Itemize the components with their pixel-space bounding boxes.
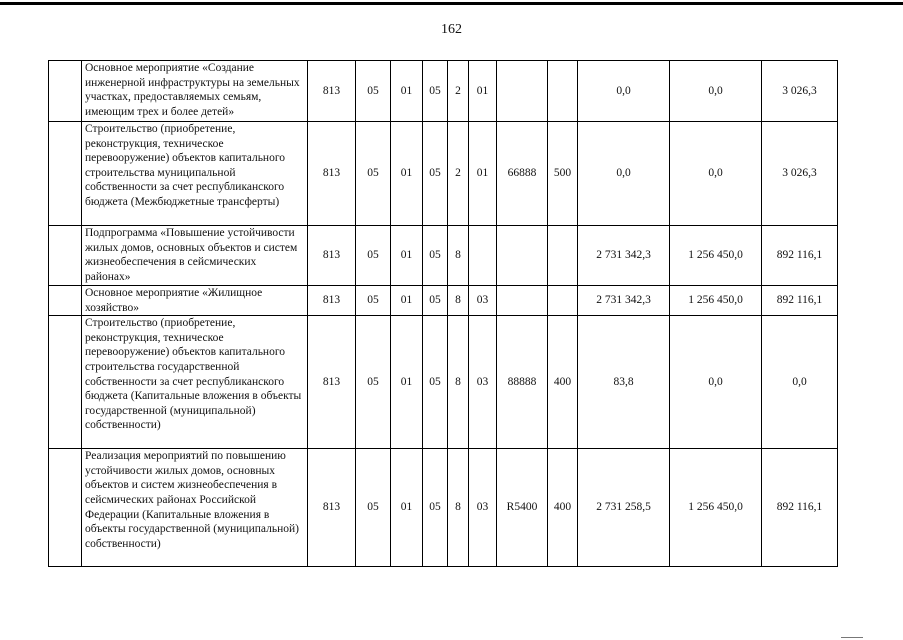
expense-type-cell — [548, 286, 578, 316]
amount-year2-cell: 1 256 450,0 — [670, 286, 762, 316]
subsection-cell: 01 — [391, 61, 423, 122]
direction-code-cell — [497, 286, 548, 316]
budget-table — [48, 60, 838, 567]
direction-code-cell: 88888 — [497, 316, 548, 449]
table-row — [49, 316, 838, 449]
grbs-cell: 813 — [308, 316, 356, 449]
amount-year1-cell: 0,0 — [578, 61, 670, 122]
subsection-cell: 01 — [391, 316, 423, 449]
empty-cell — [49, 449, 82, 567]
expense-type-cell: 500 — [548, 122, 578, 226]
amount-year1-cell: 83,8 — [578, 316, 670, 449]
program-code-cell: 05 — [423, 286, 448, 316]
amount-year1-cell: 2 731 258,5 — [578, 449, 670, 567]
expense-type-cell — [548, 61, 578, 122]
amount-year1-cell: 2 731 342,3 — [578, 286, 670, 316]
amount-year2-cell: 0,0 — [670, 316, 762, 449]
subsection-cell: 01 — [391, 122, 423, 226]
item-name-cell: Строительство (приобретение, реконструкция, техническое перевооружение) объектов капитального строительства муниципальной собственности за счет республиканского бюджета (Межбюджетные трансферты) — [82, 122, 308, 226]
section-cell: 05 — [356, 122, 391, 226]
amount-year3-cell: 892 116,1 — [762, 449, 838, 567]
expense-type-cell: 400 — [548, 449, 578, 567]
table-row — [49, 449, 838, 567]
activity-code-cell: 01 — [469, 122, 497, 226]
program-code-cell: 05 — [423, 449, 448, 567]
amount-year2-cell: 1 256 450,0 — [670, 449, 762, 567]
amount-year3-cell: 3 026,3 — [762, 122, 838, 226]
table-row — [49, 286, 838, 316]
item-name-cell: Основное мероприятие «Создание инженерной инфраструктуры на земельных участках, предоставляемых семьям, имеющим трех и более детей» — [82, 61, 308, 122]
subsection-cell: 01 — [391, 286, 423, 316]
scan-mark — [841, 637, 863, 638]
program-code-cell: 05 — [423, 122, 448, 226]
table-row — [49, 61, 838, 122]
program-code-cell: 05 — [423, 61, 448, 122]
grbs-cell: 813 — [308, 449, 356, 567]
empty-cell — [49, 122, 82, 226]
activity-code-cell — [469, 226, 497, 286]
amount-year2-cell: 0,0 — [670, 61, 762, 122]
grbs-cell: 813 — [308, 61, 356, 122]
direction-code-cell: 66888 — [497, 122, 548, 226]
direction-code-cell: R5400 — [497, 449, 548, 567]
amount-year2-cell: 0,0 — [670, 122, 762, 226]
direction-code-cell — [497, 226, 548, 286]
empty-cell — [49, 316, 82, 449]
grbs-cell: 813 — [308, 286, 356, 316]
section-cell: 05 — [356, 61, 391, 122]
section-cell: 05 — [356, 286, 391, 316]
subprogram-code-cell: 8 — [448, 286, 469, 316]
program-code-cell: 05 — [423, 226, 448, 286]
activity-code-cell: 03 — [469, 449, 497, 567]
expense-type-cell — [548, 226, 578, 286]
subsection-cell: 01 — [391, 226, 423, 286]
item-name-cell: Реализация мероприятий по повышению устойчивости жилых домов, основных объектов и систем жизнеобеспечения в сейсмических районах Российской Федерации (Капитальные вложения в объекты государственной (муниципальной) собственности) — [82, 449, 308, 567]
subprogram-code-cell: 2 — [448, 61, 469, 122]
subprogram-code-cell: 8 — [448, 449, 469, 567]
item-name-cell: Подпрограмма «Повышение устойчивости жилых домов, основных объектов и систем жизнеобеспечения в сейсмических районах» — [82, 226, 308, 286]
item-name-cell: Строительство (приобретение, реконструкция, техническое перевооружение) объектов капитального строительства государственной собственности за счет республиканского бюджета (Капитальные вложения в объекты государственной (муниципальной) собственности) — [82, 316, 308, 449]
direction-code-cell — [497, 61, 548, 122]
table-row — [49, 122, 838, 226]
empty-cell — [49, 61, 82, 122]
activity-code-cell: 03 — [469, 286, 497, 316]
table-row — [49, 226, 838, 286]
subsection-cell: 01 — [391, 449, 423, 567]
expense-type-cell: 400 — [548, 316, 578, 449]
empty-cell — [49, 226, 82, 286]
grbs-cell: 813 — [308, 226, 356, 286]
amount-year3-cell: 892 116,1 — [762, 226, 838, 286]
empty-cell — [49, 286, 82, 316]
amount-year2-cell: 1 256 450,0 — [670, 226, 762, 286]
page-number: 162 — [441, 22, 462, 37]
activity-code-cell: 01 — [469, 61, 497, 122]
subprogram-code-cell: 8 — [448, 316, 469, 449]
grbs-cell: 813 — [308, 122, 356, 226]
amount-year1-cell: 0,0 — [578, 122, 670, 226]
program-code-cell: 05 — [423, 316, 448, 449]
item-name-cell: Основное мероприятие «Жилищное хозяйство» — [82, 286, 308, 316]
amount-year1-cell: 2 731 342,3 — [578, 226, 670, 286]
subprogram-code-cell: 2 — [448, 122, 469, 226]
section-cell: 05 — [356, 316, 391, 449]
activity-code-cell: 03 — [469, 316, 497, 449]
section-cell: 05 — [356, 226, 391, 286]
amount-year3-cell: 892 116,1 — [762, 286, 838, 316]
top-rule — [0, 2, 903, 5]
subprogram-code-cell: 8 — [448, 226, 469, 286]
section-cell: 05 — [356, 449, 391, 567]
amount-year3-cell: 0,0 — [762, 316, 838, 449]
amount-year3-cell: 3 026,3 — [762, 61, 838, 122]
